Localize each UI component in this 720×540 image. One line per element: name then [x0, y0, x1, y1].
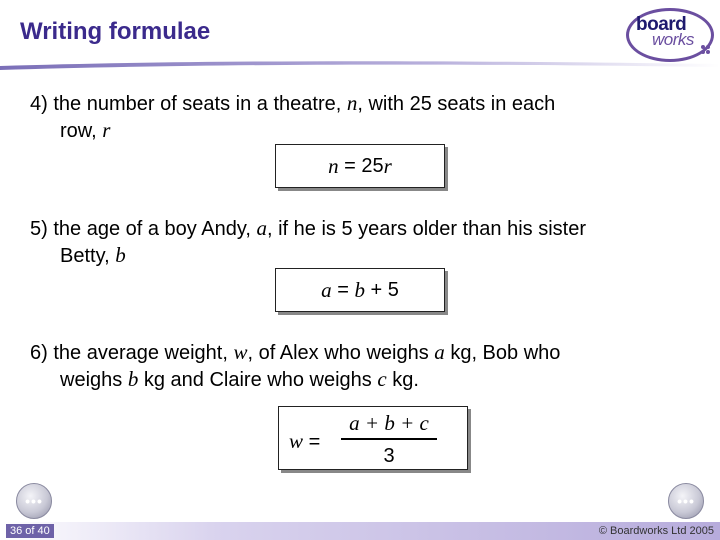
q5-var-b: b [115, 243, 126, 267]
a5-a: a [321, 277, 332, 302]
q4-var-n: n [346, 91, 358, 115]
q5-text-b: , if he is 5 years older than his sister [266, 218, 587, 240]
page-number: 36 of 40 [6, 524, 54, 538]
answer-box-5 [275, 268, 445, 312]
logo-word-board: board [636, 14, 687, 35]
q4-text-a: 4) the number of seats in a theatre, [30, 93, 347, 115]
a4-lhs: n [328, 153, 339, 178]
question-4 [30, 90, 555, 144]
q4-text-c: row, [60, 120, 103, 142]
q6-var-c: c [377, 367, 387, 391]
a5-eq: = [331, 278, 355, 301]
q6-text-c: kg, Bob who [444, 342, 561, 364]
q5-text-c: Betty, [60, 245, 116, 267]
q6-var-b: b [127, 367, 139, 391]
next-dots-icon: ••• [677, 493, 695, 509]
a4-eq: = 25 [338, 154, 384, 177]
q6-text-f: kg. [386, 369, 419, 391]
answer-box-6 [278, 406, 468, 470]
q6-text-a: 6) the average weight, [30, 342, 234, 364]
boardworks-logo [622, 4, 716, 64]
a4-rhs: r [383, 153, 392, 178]
copyright-text: © Boardworks Ltd 2005 [598, 525, 714, 537]
title-underline [0, 58, 720, 72]
q5-var-a: a [256, 216, 267, 240]
a5-b: b [354, 277, 365, 302]
a6-lhs: w [289, 429, 304, 453]
page-title: Writing formulae [20, 18, 211, 45]
logo-word-works: works [652, 30, 694, 49]
previous-slide-button[interactable] [16, 483, 52, 519]
q5-text-a: 5) the age of a boy Andy, [30, 218, 257, 240]
q6-var-a: a [434, 340, 445, 364]
next-slide-button[interactable] [668, 483, 704, 519]
fraction-numerator [339, 411, 439, 436]
a5-plus: + 5 [364, 278, 399, 301]
q6-text-d: weighs [60, 369, 128, 391]
fraction-denominator: 3 [383, 445, 395, 467]
prev-dots-icon: ••• [25, 493, 43, 509]
question-6 [30, 339, 560, 393]
q6-text-e: kg and Claire who weighs [138, 369, 378, 391]
q6-text-b: , of Alex who weighs [247, 342, 435, 364]
q6-var-w: w [233, 340, 248, 364]
fraction-bar [341, 438, 437, 440]
numerator-text: a + b + c [349, 411, 429, 435]
q4-var-r: r [102, 118, 111, 142]
logo-dots-icon [700, 44, 714, 54]
a6-eq: = [303, 431, 321, 453]
q4-text-b: , with 25 seats in each [357, 93, 556, 115]
answer-box-4 [275, 144, 445, 188]
question-5 [30, 215, 586, 269]
